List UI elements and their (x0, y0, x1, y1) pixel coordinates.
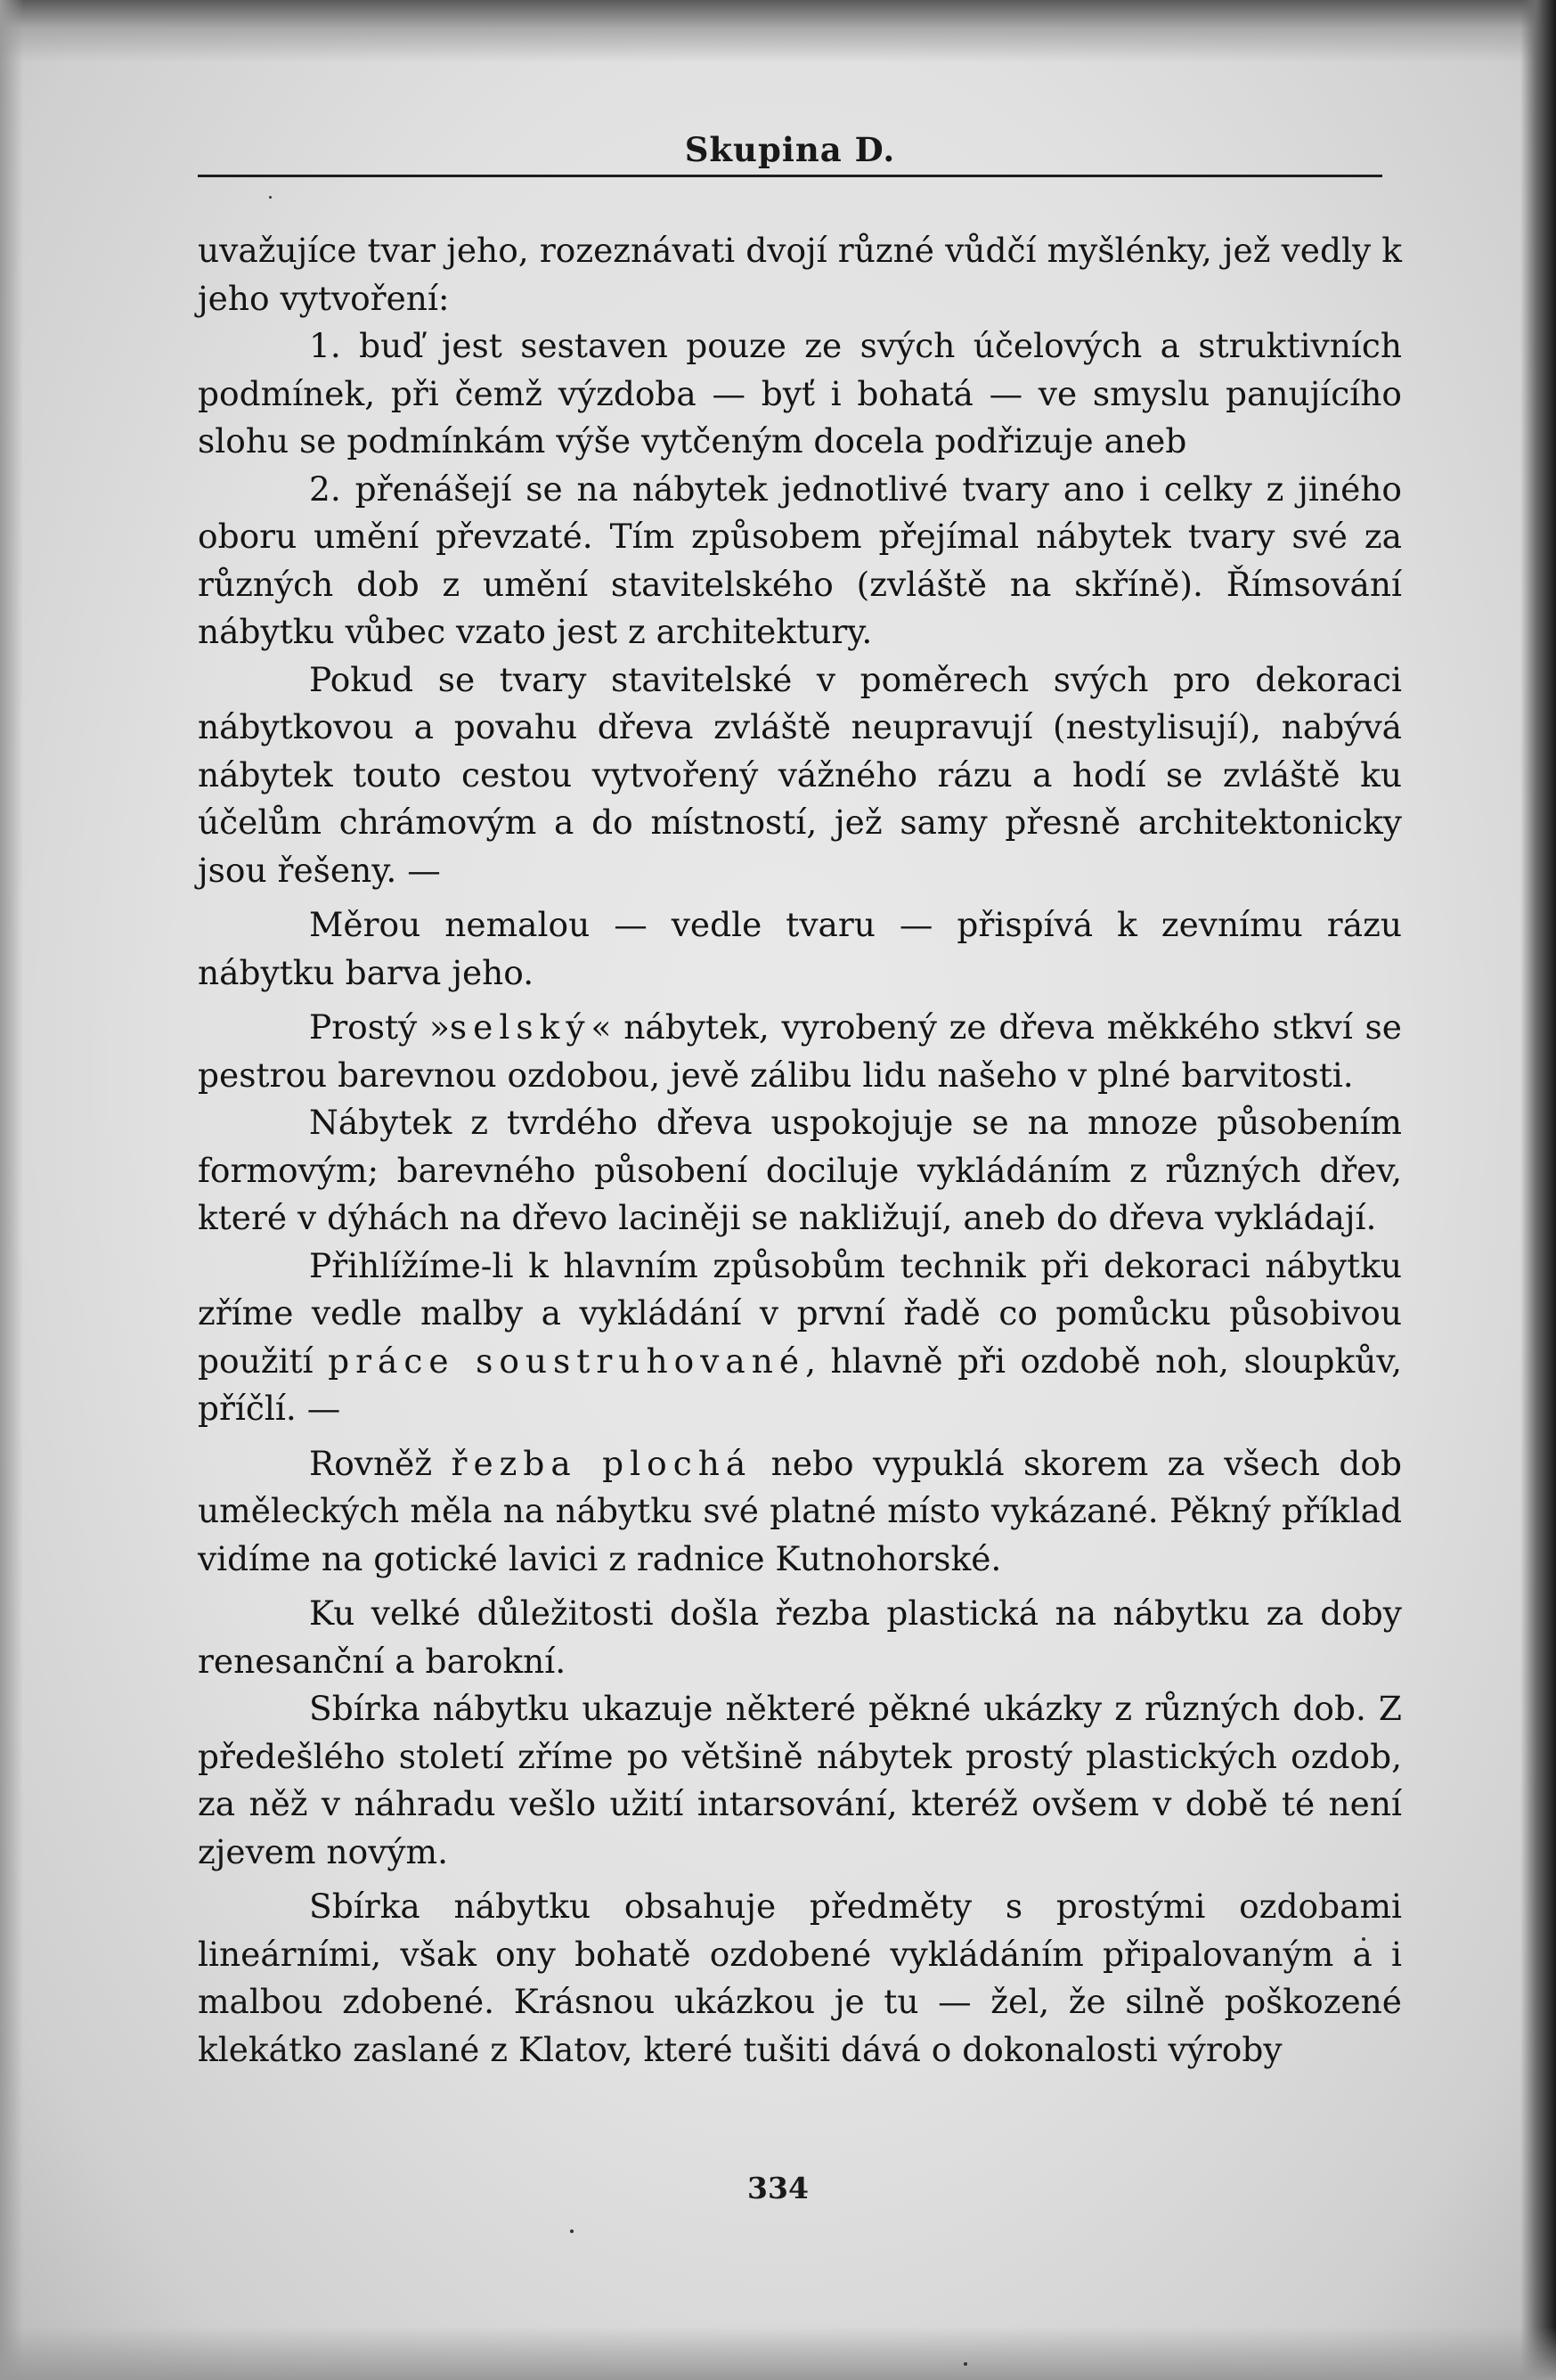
paragraph-text: Rovněž (309, 1443, 452, 1483)
paragraph-text: nebo vypuklá skorem za všech dob uměleckých měla na nábytku své platné místo vykázané. Pěkný příklad vidíme na gotické lavici z radnice Kutnohorské. (198, 1443, 1402, 1578)
paragraph: Sbírka nábytku obsahuje předměty s prostými ozdobami lineárními, však ony bohatě ozdobené vykládáním připalovaným a i malbou zdobené. Krásnou ukázkou je tu — žel, že silně poškozené klekátko zaslané z Klatov, které tušiti dává o dokonalosti výroby (198, 1887, 1402, 2069)
paragraph: Nábytek z tvrdého dřeva uspokojuje se na mnoze působením formovým; barevného působení dociluje vykládáním z různých dřev, které v dýhách na dřevo laciněji se nakližují, aneb do dřeva vykládají. (198, 1103, 1402, 1237)
paragraph (198, 1004, 1402, 1099)
dust-speck (964, 2362, 967, 2366)
body-text (198, 227, 1402, 2074)
paragraph: 2. přenášejí se na nábytek jednotlivé tvary ano i celky z jiného oboru umění převzaté. Tím způsobem přejímal nábytek tvary své za různých dob z umění stavitelského (zvláště na skříně). Římsování nábytku vůbec vzato jest z architektury. (198, 469, 1402, 651)
scan-shadow-right (1520, 0, 1556, 2380)
emphasized-term: práce soustruhované (328, 1341, 806, 1381)
scan-shadow-bottom (0, 2327, 1556, 2380)
paragraph: Pokud se tvary stavitelské v poměrech svých pro dekoraci nábytkovou a povahu dřeva zvláště neupravují (nestylisují), nabývá nábytek touto cestou vytvořený vážného rázu a hodí se zvláště ku účelům chrámovým a do místností, jež samy přesně architektonicky jsou řešeny. — (198, 659, 1402, 890)
paragraph-text: « nábytek, vyrobený ze dřeva měkkého stkví se pestrou barevnou ozdobou, jevě zálibu lidu našeho v plné barvitosti. (198, 1007, 1402, 1095)
page-number: 334 (747, 2171, 809, 2205)
scan-shadow-top (0, 0, 1556, 62)
paragraph-text: Prostý » (309, 1007, 450, 1047)
paragraph-text: Přihlížíme-li k hlavním způsobům technik při dekoraci nábytku zříme vedle malby a vykládání v první řadě co pomůcku působivou použití (198, 1245, 1402, 1381)
scan-shadow-left (0, 0, 23, 2380)
paragraph: Sbírka nábytku ukazuje některé pěkné ukázky z různých dob. Z předešlého století zříme po většině nábytek prostý plastických ozdob, za něž v náhradu vešlo užití intarsování, kteréž ovšem v době té není zjevem novým. (198, 1689, 1402, 1871)
paragraph (198, 1440, 1402, 1584)
running-head: Skupina D. (684, 130, 896, 169)
emphasized-term: selský (449, 1007, 591, 1047)
paragraph: Měrou nemalou — vedle tvaru — přispívá k zevnímu rázu nábytku barva jeho. (198, 905, 1402, 992)
dust-speck (269, 196, 272, 199)
paragraph: Ku velké důležitosti došla řezba plastická na nábytku za doby renesanční a barokní. (198, 1593, 1402, 1681)
page-header (198, 125, 1382, 177)
paragraph: 1. buď jest sestaven pouze ze svých účelových a struktivních podmínek, při čemž výzdoba — byť i bohatá — ve smyslu panujícího slohu se podmínkám výše vytčeným docela podřizuje aneb (198, 326, 1402, 461)
paragraph (198, 1243, 1402, 1433)
paragraph-text: , hlavně při ozdobě noh, sloupkův, příčlí. — (198, 1341, 1402, 1428)
emphasized-term: řezba plochá (451, 1443, 753, 1483)
paragraph: uvažujíce tvar jeho, rozeznávati dvojí různé vůdčí myšlénky, jež vedly k jeho vytvoření: (198, 231, 1402, 318)
dust-speck (570, 2229, 574, 2233)
